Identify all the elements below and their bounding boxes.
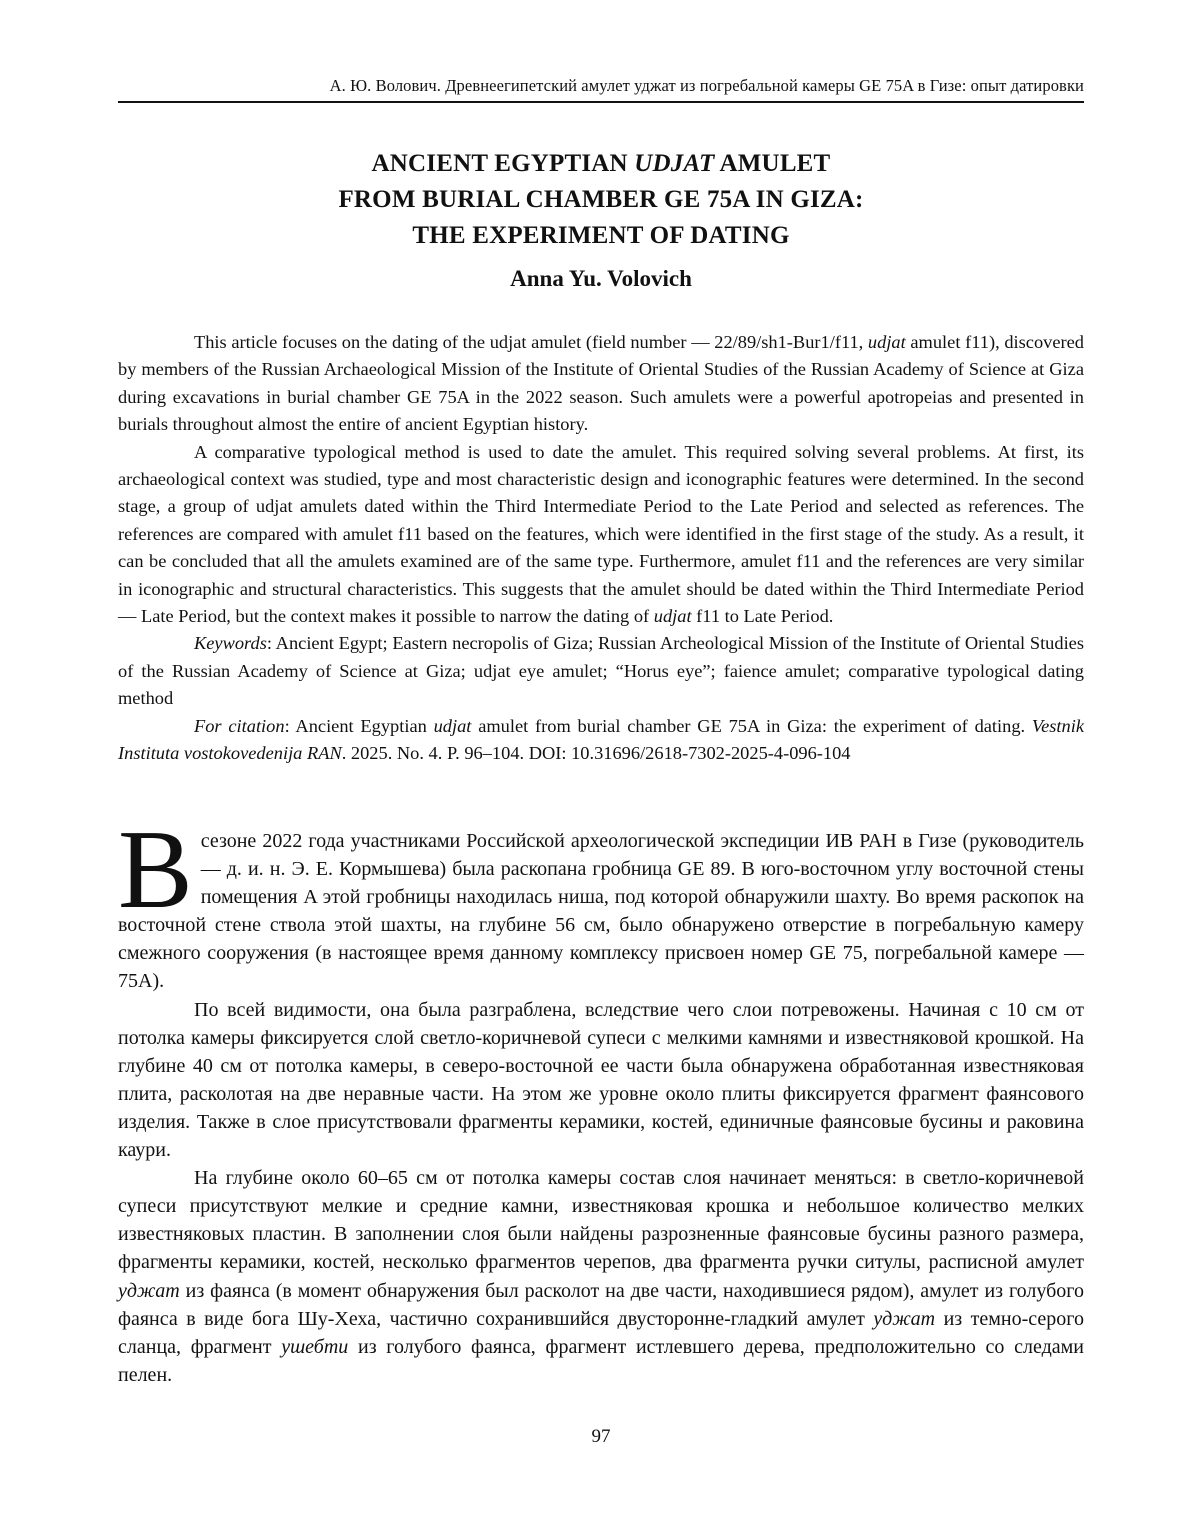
abstract-p1-text: This article focuses on the dating of the udjat amulet (field number — 22/89/sh1-Bur1/f11,	[194, 332, 868, 352]
keywords-label: Keywords	[194, 633, 267, 654]
abstract-p2-text-end: f11 to Late Period.	[691, 606, 834, 627]
citation-text-3: . 2025. No. 4. P. 96–104. DOI: 10.31696/2618-7302-2025-4-096-104	[341, 743, 851, 764]
title-line-2: FROM BURIAL CHAMBER GE 75A IN GIZA:	[338, 186, 864, 213]
title-line-3: THE EXPERIMENT OF DATING	[412, 222, 790, 249]
citation	[118, 713, 1084, 768]
abstract-paragraph-1	[118, 329, 1084, 439]
title-line-1-text: ANCIENT EGYPTIAN	[371, 150, 635, 177]
title-line-1	[118, 146, 1084, 182]
abstract-paragraph-2	[118, 439, 1084, 631]
header-rule	[118, 101, 1084, 103]
body-p3-text-1: На глубине около 60–65 см от потолка камеры состав слоя начинает меняться: в светло-коричневой супеси присутствуют мелкие и средние камни, известняковая крошка и небольшое количество мелких известняковых пластин. В заполнении слоя были найдены разрозненные фаянсовые бусины разного размера, фрагменты керамики, костей, несколько фрагментов черепов, два фрагмента ручки ситулы, расписной амулет	[118, 1167, 1084, 1274]
body-paragraph-3	[118, 1164, 1084, 1389]
body-p3-text-3: из темно-серого сланца, фрагмент	[118, 1307, 1084, 1358]
citation-emphasis: udjat	[433, 715, 472, 736]
body-paragraph-1	[118, 808, 1084, 996]
page-number: 97	[591, 1426, 611, 1447]
body-p3-emphasis-1: уджат	[118, 1279, 180, 1302]
title-udjat: UDJAT	[634, 150, 715, 177]
running-head: А. Ю. Волович. Древнеегипетский амулет уджат из погребальной камеры GE 75A в Гизе: опыт датировки	[329, 76, 1084, 95]
title-line-1-end: AMULET	[714, 150, 831, 177]
abstract-p1-emphasis: udjat	[867, 332, 906, 352]
abstract	[118, 329, 1084, 768]
body-paragraph-2: По всей видимости, она была разграблена, вследствие чего слои потревожены. Начиная с 10 см от потолка камеры фиксируется слой светло-коричневой супеси с мелкими камнями и известняковой крошкой. На глубине 40 см от потолка камеры, в северо-восточной ее части была обнаружена обработанная известняковая плита, расколотая на две неравные части. На этом же уровне около плиты фиксируется фрагмент фаянсового изделия. Также в слое присутствовали фрагменты керамики, костей, единичные фаянсовые бусины и раковина каури.	[118, 998, 1084, 1162]
body-p3-text-2: из фаянса (в момент обнаружения был расколот на две части, находившиеся рядом), амулет из голубого фаянса в виде бога Шу-Хеха, частично сохранившийся двусторонне-гладкий амулет	[118, 1279, 1084, 1330]
citation-text-2: amulet from burial chamber GE 75A in Giza: the experiment of dating.	[471, 715, 1032, 736]
body-p3-text-4: из голубого фаянса, фрагмент истлевшего дерева, предположительно со следами пелен.	[118, 1335, 1084, 1386]
drop-cap: В	[118, 808, 193, 932]
body-p1-text: сезоне 2022 года участниками Российской археологической экспедиции ИВ РАН в Гизе (руководитель — д. и. н. Э. Е. Кормышева) была раскопана гробница GE 89. В юго-восточном углу восточной стены помещения A этой гробницы находилась ниша, под которой обнаружили шахту. Во время раскопок на восточной стене ствола этой шахты, на глубине 56 см, было обнаружено отверстие в погребальную камеру смежного сооружения (в настоящее время данному комплексу присвоен номер GE 75, погребальной камере — 75A).	[118, 830, 1084, 993]
keywords	[118, 630, 1084, 712]
citation-journal: Vestnik Instituta vostokovedenija RAN	[118, 715, 1085, 764]
citation-text-1: : Ancient Egyptian	[284, 715, 434, 736]
citation-label: For citation	[194, 715, 285, 736]
abstract-p1-text-end: amulet f11), discovered by members of the Russian Archaeological Mission of the Institute of Oriental Studies of the Russian Academy of Science at Giza during excavations in burial chamber GE 75A in the 2022 season. Such amulets were a powerful apotropeias and presented in burials throughout almost the entire of ancient Egyptian history.	[118, 332, 1084, 435]
abstract-p2-text: A comparative typological method is used to date the amulet. This required solving several problems. At first, its archaeological context was studied, type and most characteristic design and iconographic features were determined. In the second stage, a group of udjat amulets dated within the Third Intermediate Period to the Late Period and selected as references. The references are compared with amulet f11 based on the features, which were identified in the first stage of the study. As a result, it can be concluded that all the amulets examined are of the same type. Furthermore, amulet f11 and the references are very similar in iconographic and structural characteristics. This suggests that the amulet should be dated within the Third Intermediate Period — Late Period, but the context makes it possible to narrow the dating of	[118, 441, 1084, 627]
body-p3-emphasis-3: ушебти	[281, 1335, 349, 1358]
abstract-p2-emphasis: udjat	[653, 606, 692, 627]
keywords-text: : Ancient Egypt; Eastern necropolis of Giza; Russian Archeological Mission of the Institute of Oriental Studies of the Russian Academy of Science at Giza; udjat eye amulet; “Horus eye”; faience amulet; comparative typological dating method	[118, 633, 1084, 709]
body-p3-emphasis-2: уджат	[873, 1307, 936, 1330]
author-name: Anna Yu. Volovich	[510, 266, 692, 291]
article-title	[118, 146, 1084, 254]
body-text	[118, 808, 1084, 1389]
